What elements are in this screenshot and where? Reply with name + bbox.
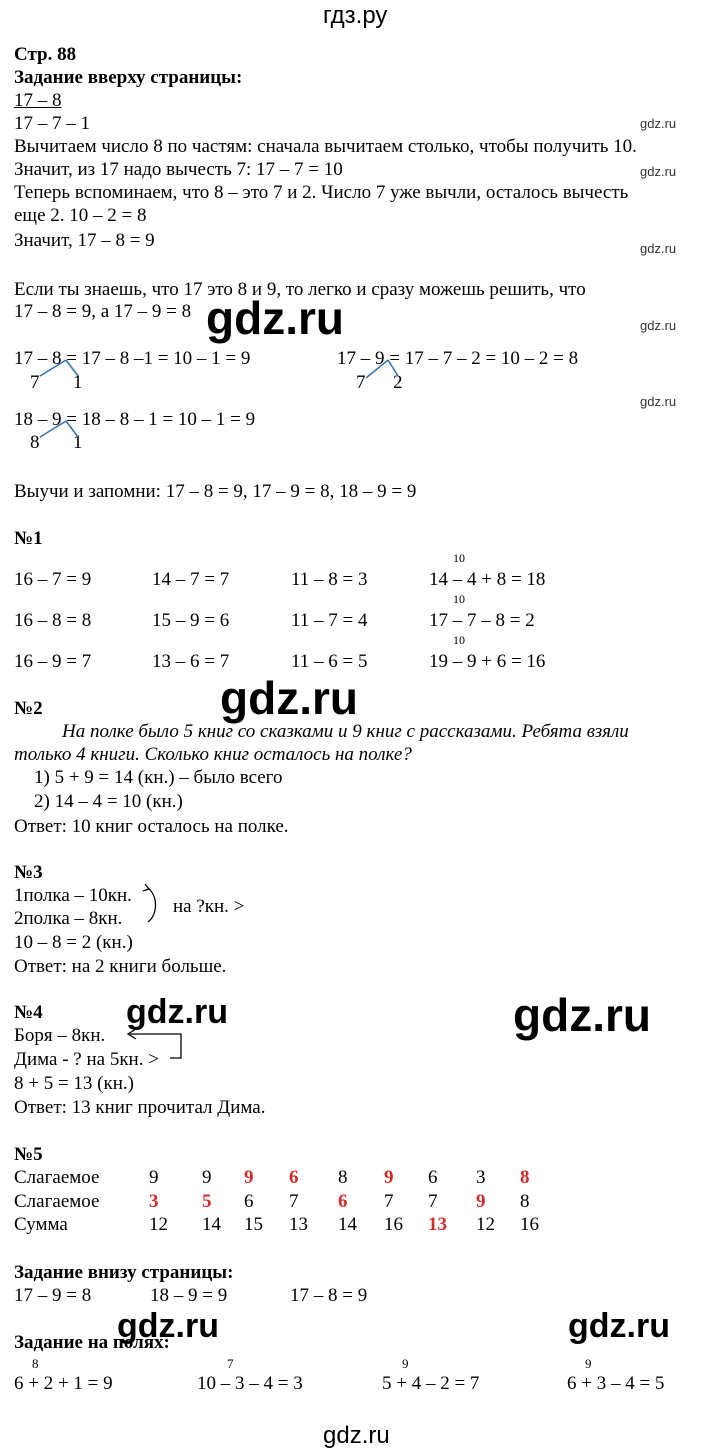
margin-equation: 5 + 4 – 2 = 7 (382, 1373, 480, 1394)
table-cell: 7 (428, 1191, 438, 1212)
site-header: гдз.ру (323, 2, 388, 29)
table-row-label: Слагаемое (14, 1191, 100, 1212)
branch-line (40, 421, 66, 437)
decomposition-equation: 17 – 9 = 17 – 7 – 2 = 10 – 2 = 8 (337, 348, 579, 369)
task1-cell: 16 – 9 = 7 (14, 651, 92, 672)
margin-superscript: 9 (402, 1356, 409, 1371)
margin-task-heading: Задание на полях: (14, 1332, 170, 1353)
task3-equation: 10 – 8 = 2 (кн.) (14, 932, 133, 953)
table-cell: 9 (149, 1167, 159, 1188)
task1-superscript: 10 (453, 551, 465, 565)
table-row-label: Сумма (14, 1214, 68, 1235)
task5-title: №5 (14, 1144, 43, 1165)
table-cell: 13 (289, 1214, 308, 1235)
task3-title: №3 (14, 862, 43, 883)
watermark-medium: gdz.ru (568, 1307, 670, 1345)
table-cell-answer: 8 (520, 1167, 530, 1188)
table-cell: 7 (384, 1191, 394, 1212)
bottom-task-item: 17 – 8 = 9 (290, 1285, 368, 1306)
branch-line (366, 360, 388, 378)
margin-superscript: 8 (32, 1356, 39, 1371)
task3-line: 1полка – 10кн. (14, 885, 132, 906)
decomposition-part: 2 (393, 372, 403, 393)
task4-answer: Ответ: 13 книг прочитал Дима. (14, 1097, 266, 1118)
page-number: Стр. 88 (14, 44, 77, 65)
table-cell: 14 (338, 1214, 357, 1235)
watermark-large: gdz.ru (206, 292, 344, 344)
margin-superscript: 7 (227, 1356, 234, 1371)
table-cell-answer: 6 (289, 1167, 299, 1188)
decomposition-part: 7 (30, 372, 40, 393)
table-cell: 15 (244, 1214, 263, 1235)
explanation-line: Если ты знаешь, что 17 это 8 и 9, то легко и сразу можешь решить, что (14, 279, 586, 300)
margin-equation: 6 + 2 + 1 = 9 (14, 1373, 113, 1394)
decomposition-part: 7 (356, 372, 366, 393)
branch-line (388, 360, 398, 376)
compare-brace (148, 888, 156, 922)
branch-line (66, 421, 78, 437)
watermark-large: gdz.ru (220, 672, 358, 724)
branch-line (66, 360, 78, 376)
table-cell: 7 (289, 1191, 299, 1212)
table-cell-answer: 6 (338, 1191, 348, 1212)
margin-equation: 10 – 3 – 4 = 3 (197, 1373, 303, 1394)
explanation-line: Значит, 17 – 8 = 9 (14, 230, 155, 251)
task4-line: Дима - ? на 5кн. > (14, 1049, 159, 1070)
table-cell: 12 (476, 1214, 495, 1235)
watermark-small: gdz.ru (640, 394, 677, 409)
table-cell: 6 (428, 1167, 438, 1188)
bottom-task-item: 18 – 9 = 9 (150, 1285, 228, 1306)
task1-cell: 19 – 9 + 6 = 16 (429, 651, 546, 672)
margin-equation: 6 + 3 – 4 = 5 (567, 1373, 665, 1394)
table-cell: 8 (338, 1167, 348, 1188)
table-cell-answer: 9 (384, 1167, 394, 1188)
decomposition-equation: 18 – 9 = 18 – 8 – 1 = 10 – 1 = 9 (14, 409, 256, 430)
task3-line: 2полка – 8кн. (14, 908, 123, 929)
arrow-head (143, 884, 149, 891)
watermark-small: gdz.ru (640, 318, 677, 333)
watermark-medium: gdz.ru (126, 993, 228, 1031)
task1-cell: 13 – 6 = 7 (152, 651, 230, 672)
table-cell: 8 (520, 1191, 530, 1212)
decomposition-part: 1 (73, 432, 83, 453)
task2-answer: Ответ: 10 книг осталось на полке. (14, 816, 289, 837)
task1-cell: 16 – 8 = 8 (14, 610, 92, 631)
explanation-line: Значит, из 17 надо вычесть 7: 17 – 7 = 10 (14, 159, 343, 180)
task2-step: 2) 14 – 4 = 10 (кн.) (34, 791, 183, 812)
watermark-small: gdz.ru (640, 241, 677, 256)
task3-answer: Ответ: на 2 книги больше. (14, 956, 227, 977)
decomposition-part: 8 (30, 432, 40, 453)
table-cell-answer: 9 (476, 1191, 486, 1212)
decomposition-equation: 17 – 8 = 17 – 8 –1 = 10 – 1 = 9 (14, 348, 251, 369)
task1-cell: 14 – 7 = 7 (152, 569, 230, 590)
task1-cell: 11 – 7 = 4 (291, 610, 368, 631)
task4-title: №4 (14, 1002, 43, 1023)
table-cell-answer: 5 (202, 1191, 212, 1212)
task1-title: №1 (14, 528, 43, 549)
explanation-line: еще 2. 10 – 2 = 8 (14, 205, 147, 226)
top-task-expression-2: 17 – 7 – 1 (14, 113, 90, 134)
task1-cell: 11 – 8 = 3 (291, 569, 368, 590)
explanation-line: Вычитаем число 8 по частям: сначала вычитаем столько, чтобы получить 10. (14, 136, 637, 157)
decomposition-part: 1 (73, 372, 83, 393)
table-cell-answer: 9 (244, 1167, 254, 1188)
table-cell: 16 (384, 1214, 403, 1235)
bottom-task-heading: Задание внизу страницы: (14, 1262, 234, 1283)
task1-superscript: 10 (453, 633, 465, 647)
explanation-line: Теперь вспоминаем, что 8 – это 7 и 2. Число 7 уже вычли, осталось вычесть (14, 182, 629, 203)
table-cell: 14 (202, 1214, 221, 1235)
task4-equation: 8 + 5 = 13 (кн.) (14, 1073, 134, 1094)
task1-cell: 16 – 7 = 9 (14, 569, 92, 590)
margin-superscript: 9 (585, 1356, 592, 1371)
compare-bracket (130, 1034, 181, 1058)
memorize-line: Выучи и запомни: 17 – 8 = 9, 17 – 9 = 8, 18 – 9 = 9 (14, 481, 417, 502)
task3-note: на ?кн. > (173, 896, 245, 917)
explanation-line: 17 – 8 = 9, а 17 – 9 = 8 (14, 301, 192, 322)
watermark-small: gdz.ru (640, 164, 677, 179)
table-cell-answer: 3 (149, 1191, 159, 1212)
task2-problem: только 4 книги. Сколько книг осталось на полке? (14, 744, 412, 765)
footer-watermark: gdz.ru (323, 1422, 390, 1449)
bottom-task-item: 17 – 9 = 8 (14, 1285, 92, 1306)
task1-cell: 17 – 7 – 8 = 2 (429, 610, 535, 631)
table-cell-answer: 13 (428, 1214, 447, 1235)
top-task-expression: 17 – 8 (14, 90, 62, 111)
table-cell: 3 (476, 1167, 486, 1188)
task2-title: №2 (14, 698, 43, 719)
task1-cell: 14 – 4 + 8 = 18 (429, 569, 546, 590)
task1-superscript: 10 (453, 592, 465, 606)
table-row-label: Слагаемое (14, 1167, 100, 1188)
task2-problem: На полке было 5 книг со сказками и 9 книг с рассказами. Ребята взяли (62, 721, 629, 742)
table-cell: 9 (202, 1167, 212, 1188)
watermark-small: gdz.ru (640, 116, 677, 131)
watermark-medium: gdz.ru (117, 1307, 219, 1345)
branch-line (40, 360, 66, 376)
task1-cell: 15 – 9 = 6 (152, 610, 230, 631)
table-cell: 12 (149, 1214, 168, 1235)
table-cell: 6 (244, 1191, 254, 1212)
table-cell: 16 (520, 1214, 539, 1235)
task1-cell: 11 – 6 = 5 (291, 651, 368, 672)
task2-step: 1) 5 + 9 = 14 (кн.) – было всего (34, 767, 283, 788)
task4-line: Боря – 8кн. (14, 1025, 106, 1046)
watermark-large: gdz.ru (513, 989, 651, 1041)
top-task-heading: Задание вверху страницы: (14, 67, 243, 88)
